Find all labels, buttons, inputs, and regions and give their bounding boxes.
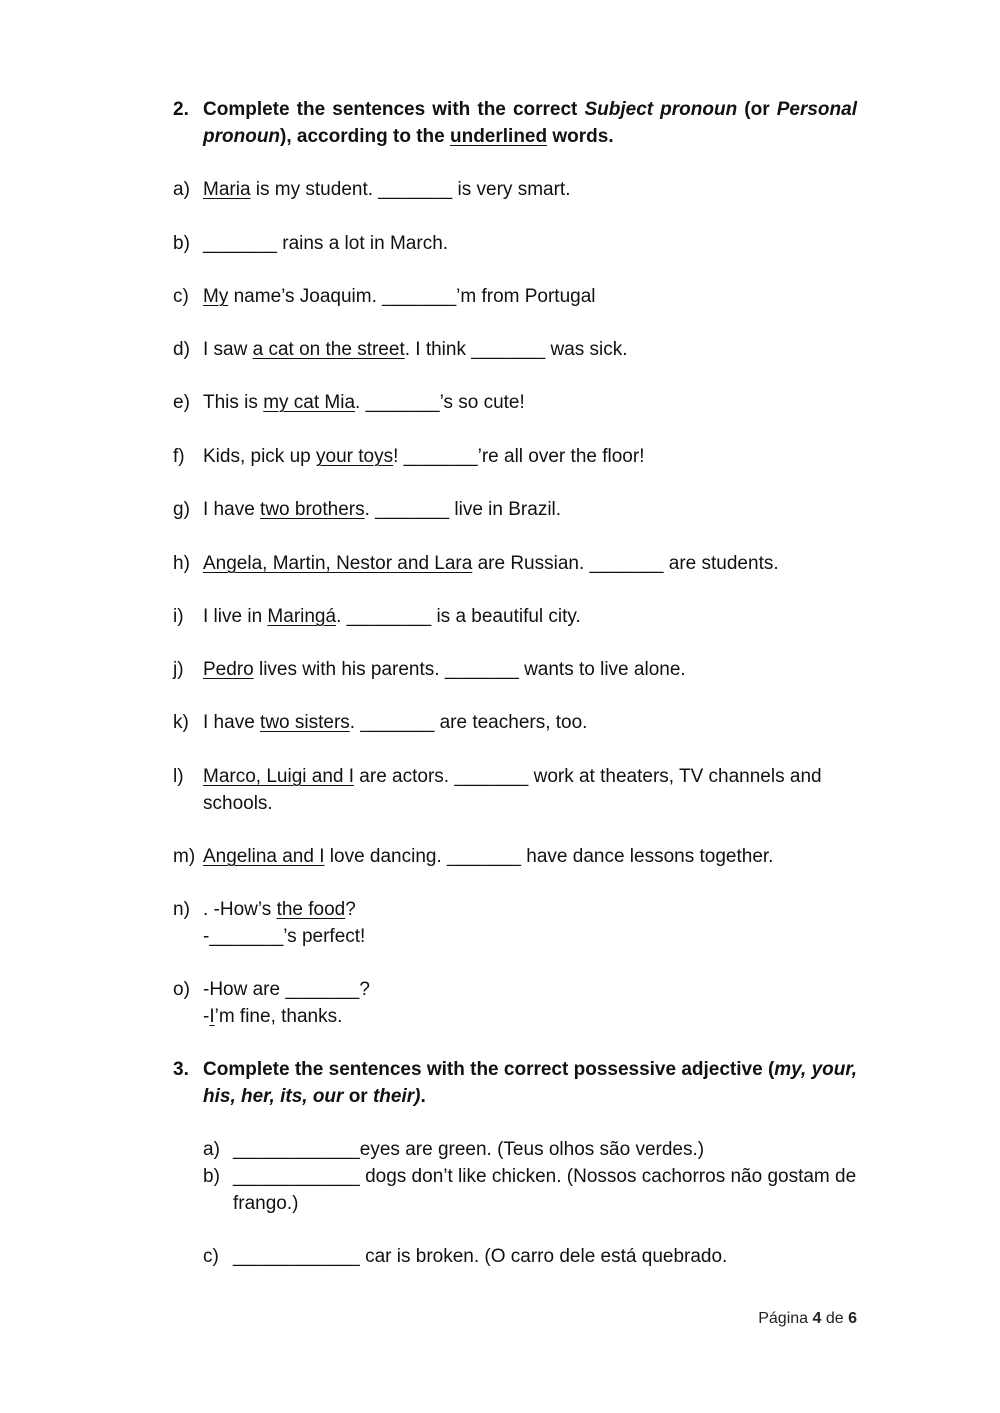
- heading-pronoun-list: their): [372, 1086, 421, 1107]
- underlined-word: the food: [276, 899, 346, 920]
- heading-text: ), according to the: [280, 126, 450, 147]
- heading-text: or: [343, 1086, 373, 1107]
- exercise3-item-b: [203, 1163, 857, 1217]
- item-text: . _______’s so cute!: [355, 392, 525, 413]
- heading-text: words.: [547, 126, 614, 147]
- item-label: i): [173, 606, 184, 627]
- item-label: o): [173, 979, 190, 1000]
- item-text: ?: [345, 899, 356, 920]
- item-label: h): [173, 553, 190, 574]
- heading-text: Complete the sentences with the correct: [203, 99, 585, 120]
- page-number-footer: [758, 1310, 857, 1328]
- item-text: ! _______’re all over the floor!: [393, 446, 645, 467]
- underlined-word: my cat Mia: [263, 392, 356, 413]
- total-pages-number: 6: [848, 1310, 857, 1327]
- exercise-item-e: [173, 389, 857, 416]
- underlined-word: My: [203, 286, 229, 307]
- heading-underlined-word: underlined: [449, 126, 548, 147]
- section-2-number: 2.: [173, 99, 189, 120]
- item-text: . _______ are teachers, too.: [349, 712, 588, 733]
- underlined-word: your toys: [316, 446, 394, 467]
- current-page-number: 4: [812, 1310, 822, 1327]
- item-text: I saw: [203, 339, 253, 360]
- underlined-word: Marco, Luigi and I: [203, 766, 355, 787]
- underlined-word: Angela, Martin, Nestor and Lara: [203, 553, 473, 574]
- heading-pronoun-list: my, your, his, her, its, our: [203, 1059, 857, 1107]
- item-label: g): [173, 499, 190, 520]
- item-text: love dancing. _______ have dance lessons together.: [324, 846, 774, 867]
- item-text: ____________ dogs don’t like chicken. (Nossos cachorros não gostam de frango.): [233, 1166, 857, 1214]
- item-label: b): [203, 1166, 220, 1187]
- exercise-item-l: [173, 763, 857, 817]
- exercise-item-n: [173, 896, 857, 950]
- exercise3-item-a: [203, 1136, 857, 1163]
- item-label: b): [173, 233, 190, 254]
- underlined-word: Maria: [203, 179, 251, 200]
- item-text: . I think _______ was sick.: [404, 339, 628, 360]
- exercise-item-j: [173, 656, 857, 683]
- exercise-item-m: [173, 843, 857, 870]
- item-text: ____________ car is broken. (O carro dele está quebrado.: [233, 1246, 728, 1267]
- item-text: are Russian. _______ are students.: [472, 553, 779, 574]
- section-2-heading: [173, 96, 857, 150]
- exercise3-item-c: [203, 1243, 857, 1270]
- item-text: I have: [203, 499, 261, 520]
- item-text: name’s Joaquim. _______’m from Portugal: [228, 286, 596, 307]
- item-label: j): [173, 659, 184, 680]
- exercise-item-c: [173, 283, 857, 310]
- item-label: n): [173, 899, 190, 920]
- item-label: l): [173, 766, 184, 787]
- heading-subject-pronoun: Subject pronoun: [584, 99, 738, 120]
- item-text: is my student. _______ is very smart.: [250, 179, 571, 200]
- underlined-word: a cat on the street: [252, 339, 405, 360]
- item-label: d): [173, 339, 190, 360]
- item-text: are actors. _______ work at theaters, TV channels and schools.: [203, 766, 822, 814]
- item-text: -: [203, 1006, 210, 1027]
- item-text: -_______’s perfect!: [203, 926, 366, 947]
- exercise-item-d: [173, 336, 857, 363]
- exercise-item-i: [173, 603, 857, 630]
- item-text: . ________ is a beautiful city.: [336, 606, 581, 627]
- underlined-word: Maringá: [267, 606, 337, 627]
- item-text: I have: [203, 712, 261, 733]
- item-text: -How are _______?: [203, 979, 370, 1000]
- item-label: a): [203, 1139, 220, 1160]
- exercise-item-k: [173, 709, 857, 736]
- item-text: I live in: [203, 606, 268, 627]
- underlined-word: two brothers: [260, 499, 365, 520]
- exercise-item-o: [173, 976, 857, 1030]
- exercise-item-g: [173, 496, 857, 523]
- item-text: This is: [203, 392, 264, 413]
- item-text: ____________eyes are green. (Teus olhos são verdes.): [233, 1139, 705, 1160]
- item-text: _______ rains a lot in March.: [203, 233, 449, 254]
- section-3-heading: [173, 1056, 857, 1110]
- item-text: . _______ live in Brazil.: [364, 499, 562, 520]
- underlined-word: Pedro: [203, 659, 254, 680]
- section-3-number: 3.: [173, 1059, 189, 1080]
- item-text: ’m fine, thanks.: [214, 1006, 343, 1027]
- item-label: a): [173, 179, 190, 200]
- item-label: c): [203, 1246, 219, 1267]
- item-label: m): [173, 846, 196, 867]
- underlined-word: I: [209, 1006, 215, 1027]
- heading-text: .: [420, 1086, 426, 1107]
- item-label: e): [173, 392, 190, 413]
- exercise-item-a: [173, 176, 857, 203]
- heading-text: (or: [737, 99, 777, 120]
- underlined-word: Angelina and I: [203, 846, 325, 867]
- item-label: k): [173, 712, 189, 733]
- exercise-item-f: [173, 443, 857, 470]
- exercise-item-b: [173, 230, 857, 257]
- underlined-word: two sisters: [260, 712, 350, 733]
- footer-text: Página: [758, 1310, 813, 1327]
- footer-text: de: [821, 1310, 849, 1327]
- heading-personal-pronoun: Personal pronoun: [203, 99, 857, 147]
- exercise-item-h: [173, 550, 857, 577]
- item-text: Kids, pick up: [203, 446, 316, 467]
- item-text: . -How’s: [203, 899, 277, 920]
- heading-text: Complete the sentences with the correct possessive adjective (: [203, 1059, 775, 1080]
- item-label: f): [173, 446, 185, 467]
- item-text: lives with his parents. _______ wants to live alone.: [253, 659, 686, 680]
- item-label: c): [173, 286, 189, 307]
